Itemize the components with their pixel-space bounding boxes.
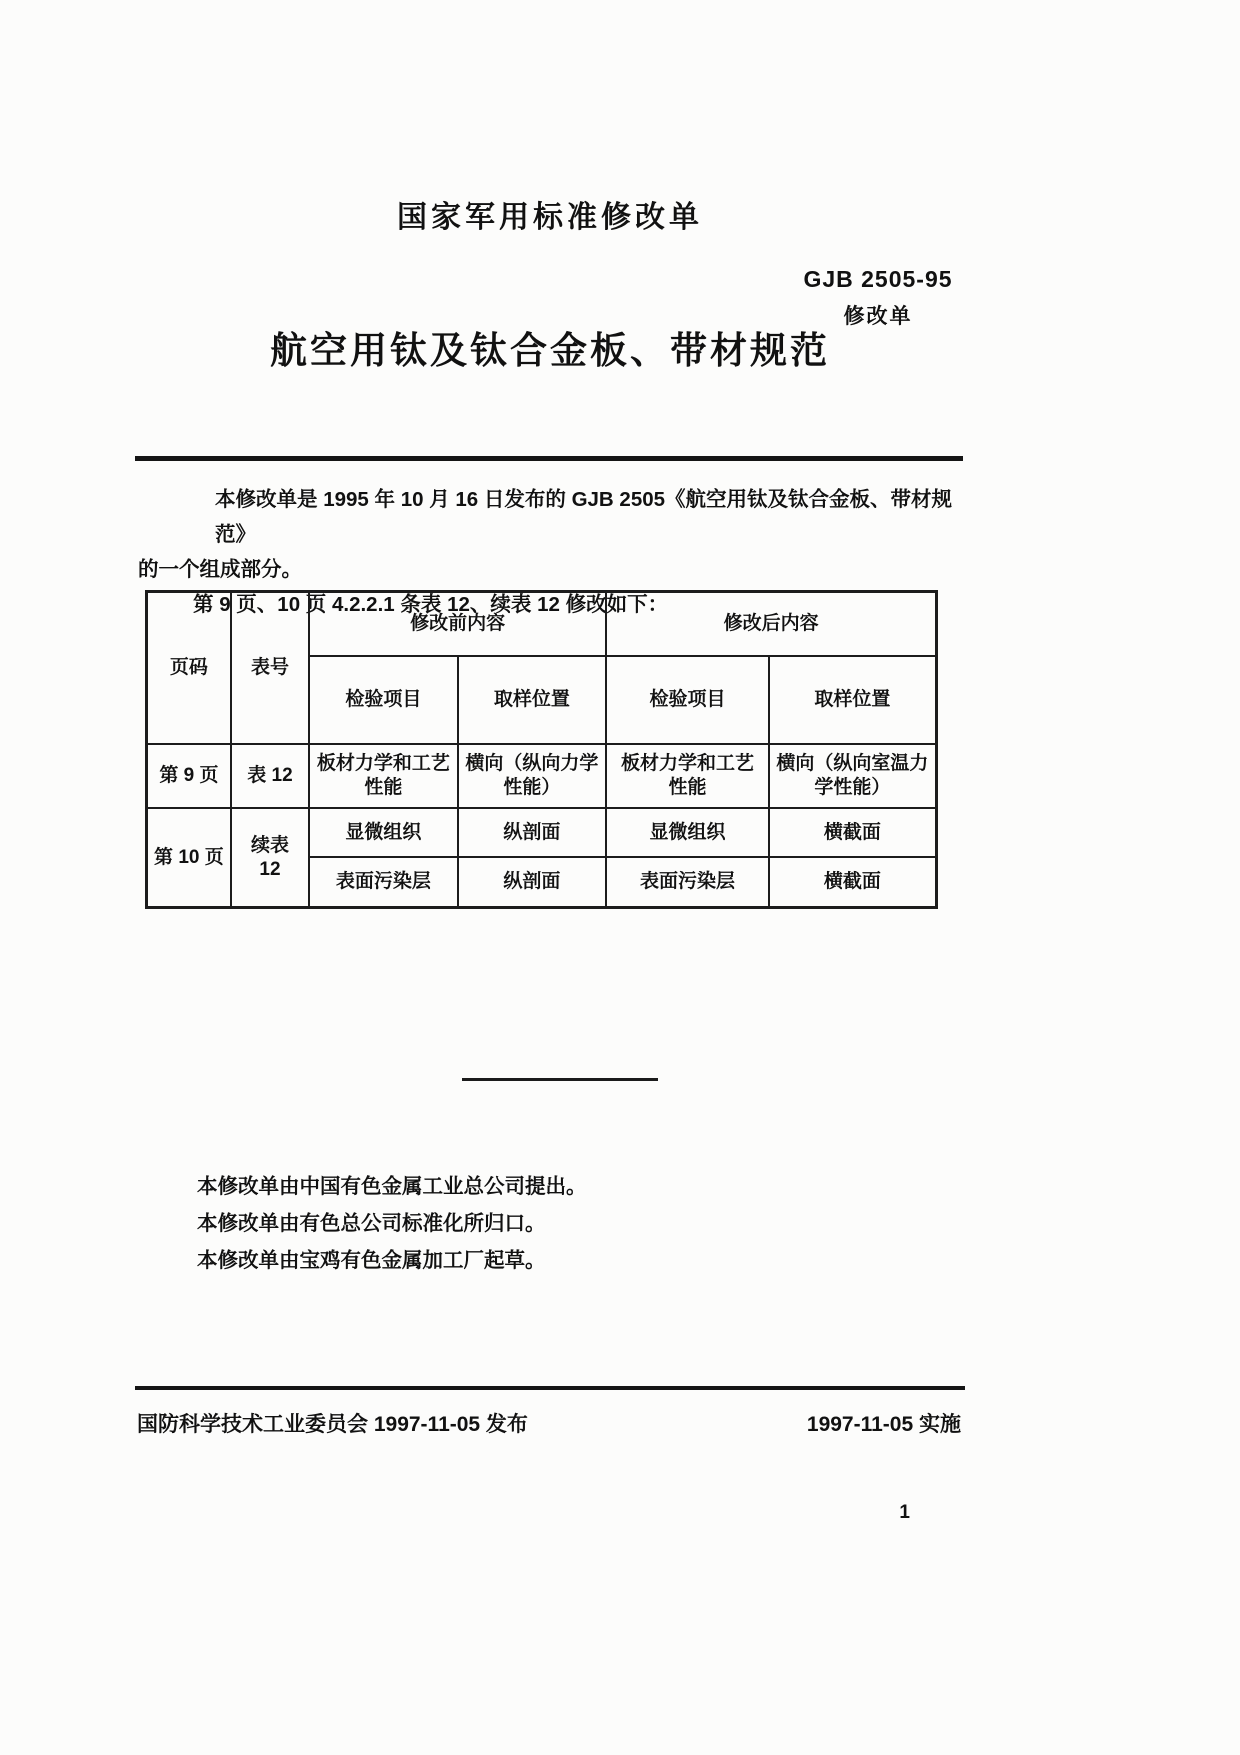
table-header-group-row: [147, 592, 937, 657]
table-row: [147, 744, 937, 808]
header-after-item: 检验项目: [606, 656, 769, 744]
header-after-location: 取样位置: [769, 656, 937, 744]
cell-before-location: 横向（纵向力学性能）: [458, 744, 607, 808]
footer: [137, 1408, 961, 1438]
header-table-col: 表号: [231, 592, 309, 745]
standard-type-label: 修改单: [843, 305, 913, 328]
header-before-group: 修改前内容: [309, 592, 606, 657]
cell-before-item: 板材力学和工艺性能: [309, 744, 458, 808]
cell-table-no: 表 12: [231, 744, 309, 808]
cell-after-location: 横向（纵向室温力学性能）: [769, 744, 937, 808]
provenance-line-3: 本修改单由宝鸡有色金属加工厂起草。: [197, 1249, 546, 1272]
table-row: [147, 808, 937, 857]
header-page-col: 页码: [147, 592, 231, 745]
cell-before-location: 纵剖面: [458, 857, 607, 908]
content-column: [135, 0, 965, 1755]
provenance-line-1: 本修改单由中国有色金属工业总公司提出。: [197, 1175, 587, 1198]
section-end-rule: [462, 1078, 658, 1081]
header-after-group: 修改后内容: [606, 592, 936, 657]
modification-table: [145, 590, 938, 909]
header-before-item: 检验项目: [309, 656, 458, 744]
footer-implement-text: 1997-11-05 实施: [806, 1413, 961, 1436]
footer-divider-rule: [135, 1386, 965, 1390]
cell-after-location: 横截面: [769, 857, 937, 908]
cell-after-location: 横截面: [769, 808, 937, 857]
cell-before-location: 纵剖面: [458, 808, 607, 857]
standard-main-title: 航空用钛及钛合金板、带材规范: [270, 330, 830, 371]
cell-after-item: 表面污染层: [606, 857, 769, 908]
title-divider-rule: [135, 456, 963, 461]
footer-issue-text: 国防科学技术工业委员会 1997-11-05 发布: [137, 1413, 528, 1436]
intro-line-3: 第 9 页、10 页 4.2.2.1 条表 12、续表 12 修改如下：: [193, 593, 669, 616]
document-category-title: 国家军用标准修改单: [397, 201, 703, 234]
cell-after-item: 显微组织: [606, 808, 769, 857]
provenance-line-2: 本修改单由有色总公司标准化所归口。: [197, 1212, 546, 1235]
intro-line-1: 本修改单是 1995 年 10 月 16 日发布的 GJB 2505《航空用钛及钛合金板、带材规范》: [215, 488, 953, 546]
cell-page: 第 9 页: [147, 744, 231, 808]
provenance-paragraph: [197, 1168, 587, 1279]
header-before-location: 取样位置: [458, 656, 607, 744]
cell-after-item: 板材力学和工艺性能: [606, 744, 769, 808]
page-number: 1: [899, 1502, 910, 1523]
standard-number: GJB 2505-95: [803, 266, 953, 292]
cell-page: 第 10 页: [147, 808, 231, 908]
cell-before-item: 表面污染层: [309, 857, 458, 908]
intro-line-2: 的一个组成部分。: [138, 558, 302, 581]
cell-table-no: 续表 12: [231, 808, 309, 908]
cell-before-item: 显微组织: [309, 808, 458, 857]
